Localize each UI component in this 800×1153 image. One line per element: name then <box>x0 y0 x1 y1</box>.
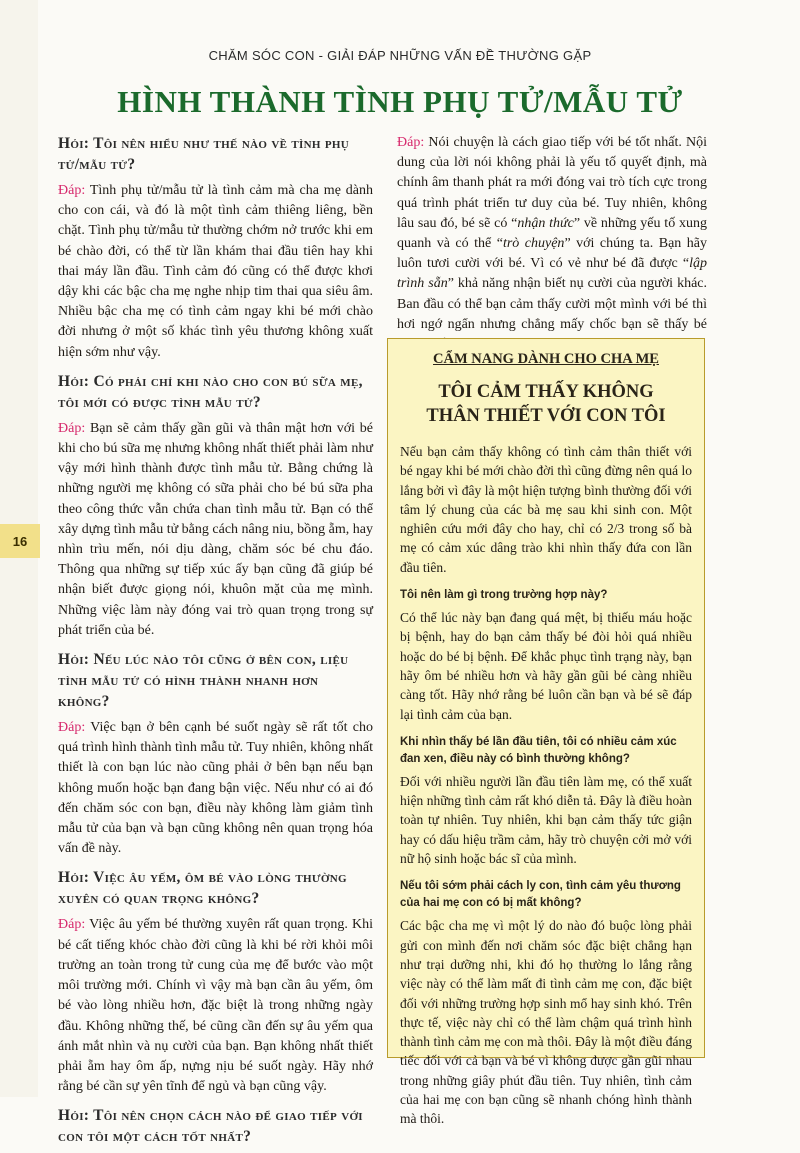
box-answer-2: Đối với nhiều người lần đầu tiên làm mẹ, có thể xuất hiện những tình cảm rất khó diễn tả. Đây là điều hoàn toàn tự nhiên. Tuy nhiên, khi bạn cảm thấy tức giận hay có dấu hiệu trầm cảm, hãy trò chuyện cởi mở với nữ hộ sinh hoặc bác sĩ của mình. <box>400 773 692 867</box>
answer-label: Đáp: <box>58 917 86 933</box>
box-question-3: Nếu tôi sớm phải cách ly con, tình cảm yêu thương của hai mẹ con có bị mất không? <box>400 880 681 910</box>
answer-4: Đáp: Việc âu yếm bé thường xuyên rất quan trọng. Khi bé cất tiếng khóc chào đời cũng là khi bé rời khỏi môi trường an toàn trong tử cung của mẹ để bước vào một môi trường mới. Chính vì vậy mà bạn cần âu yếm, ôm bé vào lòng nhiều hơn, đặc biệt là trong những ngày đầu. Không những thế, bé cũng cần đến sự âu yếm qua ánh mắt nhìn và nụ cười của bạn. Bạn không nhất thiết phải ẵm hay ôm ấp, nựng nịu bé suốt ngày. Hãy nhớ rằng bé cần sự yên tĩnh để ngủ và bạn cũng vậy. <box>58 917 374 1095</box>
box-question-1: Tôi nên làm gì trong trường hợp này? <box>400 589 608 602</box>
box-kicker: CẨM NANG DÀNH CHO CHA MẸ <box>433 351 659 367</box>
answer-label: Đáp: <box>397 135 425 150</box>
answer-label: Đáp: <box>58 720 86 736</box>
page-number-tab: 16 <box>0 524 40 558</box>
answer-2: Đáp: Bạn sẽ cảm thấy gần gũi và thân mật hơn với bé khi cho bú sữa mẹ nhưng không nhất thiết phải làm như vậy mới hình thành được tình mẫu tử. Bằng chứng là những người mẹ không có sữa phải cho bé bú sữa pha theo công thức vẫn chứa chan tình mẫu tử. Bạn có thể xây dựng tình mẫu tử bằng cách nâng niu, bồng ẵm, hay nhìn trìu mến, nói dịu dàng, chăm sóc bé chu đáo. Thông qua những sự tiếp xúc ấy bạn cũng đã giúp bé nhận biết được giọng nói, khuôn mặt của mẹ mình. Những việc làm này đóng vai trò quan trọng trong sự phát triển của bé. <box>58 420 373 638</box>
box-answer-3: Các bậc cha mẹ vì một lý do nào đó buộc lòng phải gửi con mình đến nơi chăm sóc đặc biệt chẳng hạn như trại dưỡng nhi, khi đó họ thường lo lắng rằng việc này có thể làm mất đi tình cảm mẹ con, đặc biệt đối với những trường hợp sinh mổ hay sinh khó. Trên thực tế, việc này chỉ có thể làm chậm quá trình hình thành tình cảm mẹ con mà thôi. Đây là một điều đáng tiếc đối với cả bạn và bé vì không được gần gũi nhau trong những giây phút đầu tiên. Tuy nhiên, tình cảm của hai mẹ con bạn cũng sẽ nhanh chóng hình thành mà thôi. <box>400 918 692 1127</box>
running-head: CHĂM SÓC CON - GIẢI ĐÁP NHỮNG VẤN ĐỀ THƯỜNG GẶP <box>208 48 592 63</box>
question-5: Hỏi: Tôi nên chọn cách nào để giao tiếp với con tôi một cách tốt nhất? <box>58 1107 363 1146</box>
parent-guide-box <box>387 338 705 1127</box>
question-1: Hỏi: Tôi nên hiểu như thế nào về tình phụ tử/mẫu tử? <box>58 135 350 173</box>
left-column <box>58 133 373 1153</box>
box-question-2: Khi nhìn thấy bé lần đầu tiên, tôi có nhiều cảm xúc đan xen, điều này có bình thường không? <box>400 735 677 765</box>
question-3: Hỏi: Nếu lúc nào tôi cũng ở bên con, liệu tình mẫu tử có hình thành nhanh hơn không? <box>58 651 349 711</box>
answer-label: Đáp: <box>58 420 86 436</box>
answer-label: Đáp: <box>58 183 86 198</box>
question-4: Hỏi: Việc âu yếm, ôm bé vào lòng thường xuyên có quan trọng không? <box>58 869 347 908</box>
box-title: TÔI CẢM THẤY KHÔNG THÂN THIẾT VỚI CON TÔI <box>426 382 666 426</box>
answer-3: Đáp: Việc bạn ở bên cạnh bé suốt ngày sẽ rất tốt cho quá trình hình thành tình mẫu tử. Tuy nhiên, không nhất thiết là con bạn lúc nào cũng phải ở bên bạn nếu bạn không muốn hoặc bạn đang bận việc. Nếu như có ai đó đến chăm sóc con bạn, điều này không làm giảm tình mẫu tử của bạn và bạn cũng không nên quan trọng hóa vấn đề này. <box>58 720 373 857</box>
answer-1: Đáp: Tình phụ tử/mẫu tử là tình cảm mà cha mẹ dành cho con cái, và đó là một tình cảm thiêng liêng, bền chặt. Tình phụ tử/mẫu tử thường chớm nở trước khi em bé chào đời, có thể từ lần khám thai đầu tiên hay khi thai máy lần đầu. Tình cảm đó cũng có thể được khơi dậy khi các bậc cha mẹ nghe nhịp tim thai qua siêu âm. Nhiều bậc cha mẹ có tình cảm ngay khi bé mới chào đời nhưng ở một số khác tình yêu thương không xuất hiện sớm như vậy. <box>58 183 373 360</box>
page-title: HÌNH THÀNH TÌNH PHỤ TỬ/MẪU TỬ <box>117 84 683 119</box>
right-column <box>397 133 707 363</box>
box-answer-1: Có thể lúc này bạn đang quá mệt, bị thiếu máu hoặc bị bệnh, hay do bạn cảm thấy bé đòi hỏi quá nhiều hoặc do bé bị bệnh. Để khắc phục tình trạng này, bạn hãy ôm bé nhiều hơn và hãy gần gũi bé càng nhiều càng tốt. Hãy nhớ rằng bé luôn cần bạn và bé sẽ đáp lại tình cảm của bạn. <box>400 610 692 722</box>
box-intro: Nếu bạn cảm thấy không có tình cảm thân thiết với bé ngay khi bé mới chào đời thì cũng đừng nên quá lo lắng bởi vì đây là một hiện tượng bình thường đối với tâm lý chung của các bà mẹ sau khi sinh con. Một nghiên cứu mới đây cho hay, chỉ có 2/3 trong số bà mẹ có cảm xúc dâng trào khi nhìn thấy đứa con lần đầu tiên. <box>400 444 692 575</box>
answer-5: Đáp: Nói chuyện là cách giao tiếp với bé tốt nhất. Nội dung của lời nói không phải là yếu tố quyết định, mà chính âm thanh phát ra mới đóng vai trò tích cực trong quá trình phát triển tư duy của bé. Tuy nhiên, không lâu sau đó, bé sẽ có “nhận thức” về những yếu tố xung quanh và có thể “trò chuyện” với chúng ta. Bạn hãy luôn tươi cười với bé. Vì có vẻ như bé đã được “lập trình sẵn” khả năng nhận biết nụ cười của người khác. Ban đầu có thể bạn cảm thấy cười một mình với bé thì hơi ngớ ngẩn nhưng chẳng mấy chốc bạn sẽ thấy bé <box>397 135 708 332</box>
question-2: Hỏi: Có phải chỉ khi nào cho con bú sữa mẹ, tôi mới có được tình mẫu tử? <box>58 372 363 411</box>
